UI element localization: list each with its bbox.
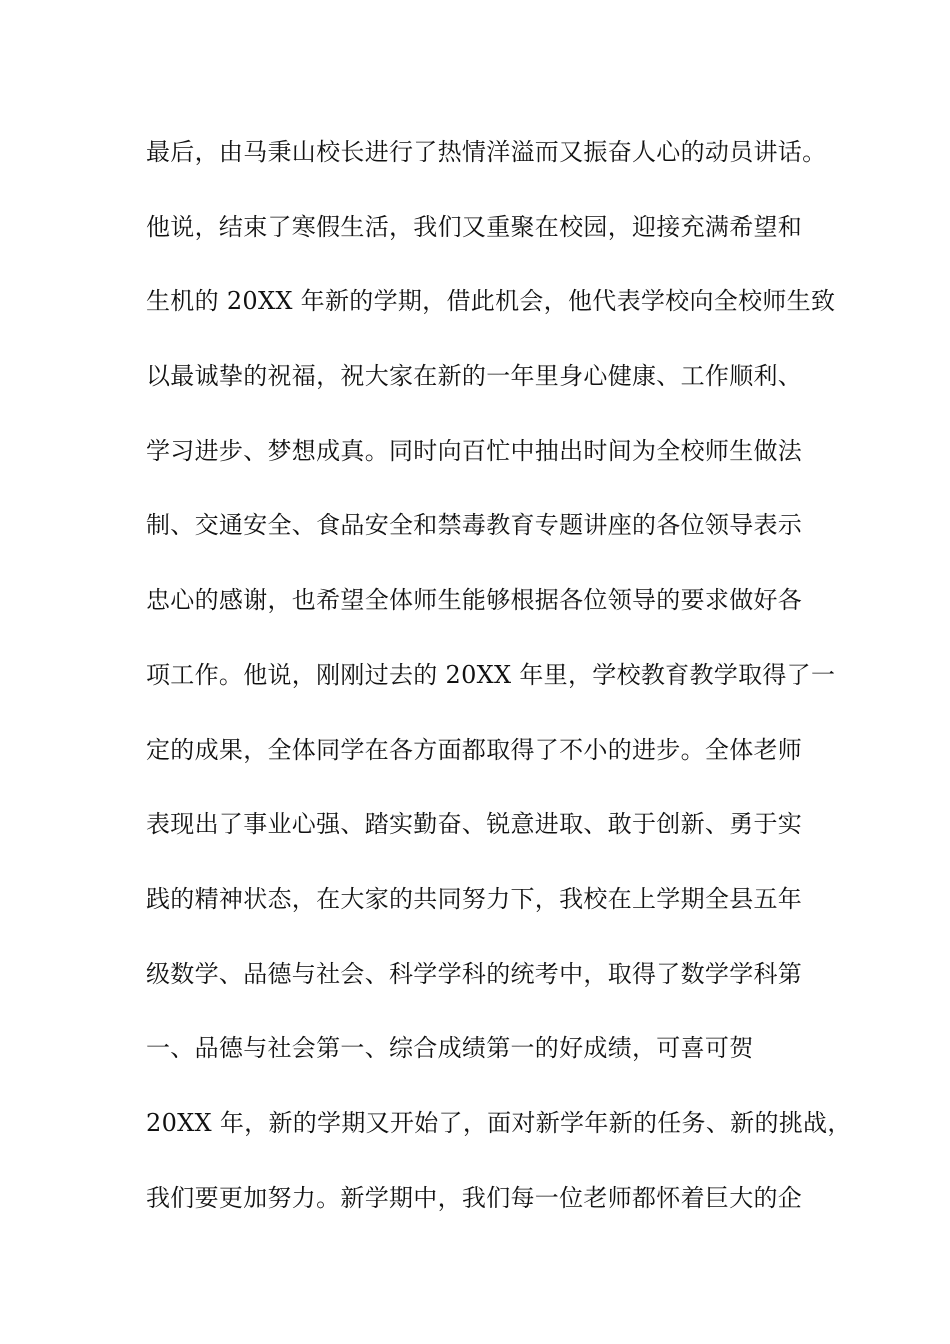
text-line: 学习进步、梦想成真。同时向百忙中抽出时间为全校师生做法 xyxy=(146,436,803,465)
text-line: 定的成果，全体同学在各方面都取得了不小的进步。全体老师 xyxy=(146,735,803,764)
text-line: 表现出了事业心强、踏实勤奋、锐意进取、敢于创新、勇于实 xyxy=(146,810,803,839)
text-line: 以最诚挚的祝福，祝大家在新的一年里身心健康、工作顺利、 xyxy=(146,362,803,391)
text-line: 一、品德与社会第一、综合成绩第一的好成绩，可喜可贺 xyxy=(146,1034,754,1063)
text-line: 制、交通安全、食品安全和禁毒教育专题讲座的各位领导表示 xyxy=(146,511,803,540)
text-line: 他说，结束了寒假生活，我们又重聚在校园，迎接充满希望和 xyxy=(146,212,803,241)
text-line: 20XX 年，新的学期又开始了，面对新学年新的任务、新的挑战， xyxy=(146,1108,852,1137)
text-line: 级数学、品德与社会、科学学科的统考中，取得了数学学科第 xyxy=(146,959,803,988)
text-line: 最后，由马秉山校长进行了热情洋溢而又振奋人心的动员讲话。 xyxy=(146,138,827,166)
text-line: 践的精神状态，在大家的共同努力下，我校在上学期全县五年 xyxy=(146,884,803,913)
text-line: 项工作。他说，刚刚过去的 20XX 年里，学校教育教学取得了一 xyxy=(146,660,836,689)
text-line: 生机的 20XX 年新的学期，借此机会，他代表学校向全校师生致 xyxy=(146,287,836,316)
text-line: 我们要更加努力。新学期中，我们每一位老师都怀着巨大的企 xyxy=(146,1183,803,1212)
document-body xyxy=(146,130,852,1250)
text-line: 忠心的感谢，也希望全体师生能够根据各位领导的要求做好各 xyxy=(146,586,803,615)
